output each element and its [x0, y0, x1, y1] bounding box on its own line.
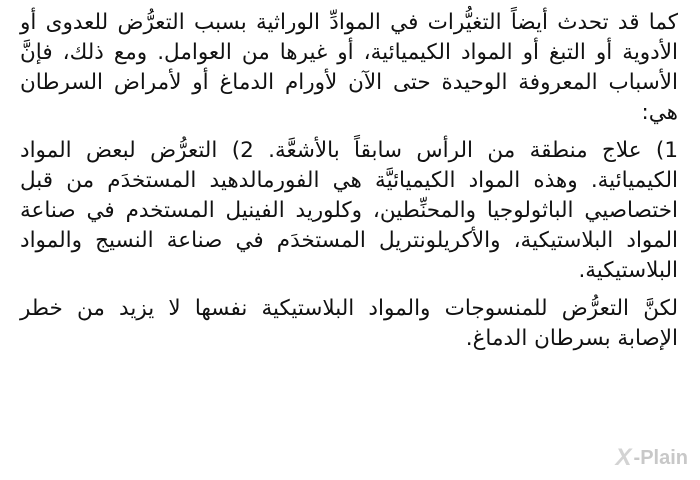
paragraph-known-causes: 1) علاج منطقة من الرأس سابقاً بالأشعَّة. 2) التعرُّض لبعض المواد الكيميائية. وهذه المواد الكيميائيَّة هي الفورمالدهيد المستخدَم من قبل اختصاصيي الباثولوجيا والمحنِّطين، وكلوريد الفينيل المستخدم في صناعة المواد البلاستيكية، والأكريلونتريل المستخدَم في صناعة النسيج والمواد البلاستيكية.: [20, 138, 678, 283]
paragraph-genetic-changes: كما قد تحدث أيضاً التغيُّرات في الموادِّ الوراثية بسبب التعرُّض للعدوى أو الأدوية أو التبغ أو المواد الكيميائية، أو غيرها من العوامل. ومع ذلك، فإنَّ الأسباب المعروفة الوحيدة حتى الآن لأورام الدماغ أو لأمراض السرطان هي:: [20, 10, 678, 125]
xplain-logo-icon: X: [615, 444, 632, 471]
document-body: [20, 8, 678, 362]
xplain-logo-text: -Plain: [633, 446, 688, 469]
xplain-watermark: [616, 444, 688, 472]
paragraph-exposure-note: لكنَّ التعرُّض للمنسوجات والمواد البلاستيكية نفسها لا يزيد من خطر الإصابة بسرطان الدماغ.: [20, 296, 678, 351]
